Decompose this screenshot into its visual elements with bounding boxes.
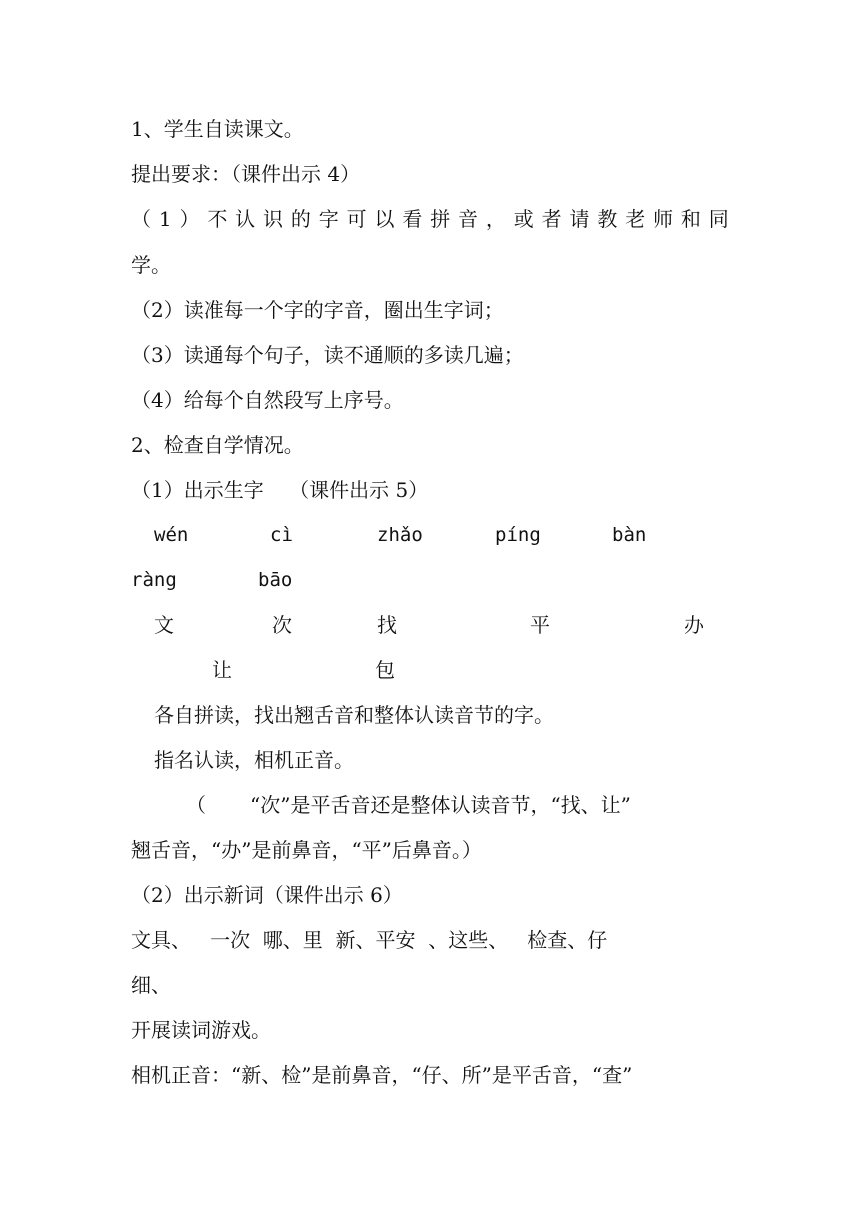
requirement-1-char: 教 bbox=[597, 207, 618, 231]
pinyin-ping: píng bbox=[495, 524, 541, 546]
requirement-1-char: 和 bbox=[680, 207, 701, 231]
requirements-intro: 提出要求：（课件出示 4） bbox=[131, 162, 361, 186]
requirement-1-char: 字 bbox=[318, 207, 339, 231]
char-wen: 文 bbox=[154, 613, 174, 637]
pinyin-ci: cì bbox=[270, 524, 293, 546]
requirement-1-char: 者 bbox=[541, 207, 562, 231]
requirement-1-char: 看 bbox=[402, 207, 423, 231]
correction-note: 相机正音：“新、检”是前鼻音，“仔、所”是平舌音，“查” bbox=[131, 1063, 633, 1087]
requirement-1-char: 可 bbox=[346, 207, 367, 231]
char-ci: 次 bbox=[272, 613, 292, 637]
show-new-words: （2）出示新词（课件出示 6） bbox=[131, 883, 403, 907]
requirement-1 bbox=[131, 205, 729, 233]
requirement-4: （4）给每个自然段写上序号。 bbox=[131, 388, 404, 412]
char-zhao: 找 bbox=[377, 613, 397, 637]
note-open-paren: （ bbox=[186, 793, 206, 817]
pinyin-zhao: zhǎo bbox=[377, 524, 423, 546]
heading-check-self-study: 2、检查自学情况。 bbox=[131, 433, 304, 457]
requirement-1-continued: 学。 bbox=[131, 253, 171, 277]
requirement-1-char: 请 bbox=[569, 207, 590, 231]
requirement-1-char: ， bbox=[485, 207, 506, 231]
requirement-1-char: 师 bbox=[653, 207, 674, 231]
char-bao: 包 bbox=[375, 658, 395, 682]
pronunciation-note: “次”是平舌音还是整体认读音节，“找、让” bbox=[250, 793, 631, 817]
requirement-1-char: 以 bbox=[374, 207, 395, 231]
char-ban: 办 bbox=[684, 613, 704, 637]
requirement-1-char: 识 bbox=[263, 207, 284, 231]
requirement-1-char: 或 bbox=[513, 207, 534, 231]
pinyin-bao: bāo bbox=[258, 569, 293, 591]
new-words-list: 文具、 一次 哪、里 新、平安 、这些、 检查、仔 bbox=[131, 928, 608, 952]
word-game: 开展读词游戏。 bbox=[131, 1018, 271, 1042]
requirement-1-char: 拼 bbox=[430, 207, 451, 231]
char-rang: 让 bbox=[212, 658, 232, 682]
requirement-1-char: ） bbox=[179, 207, 200, 231]
requirement-1-char: 认 bbox=[235, 207, 256, 231]
show-new-characters: （1）出示生字 （课件出示 5） bbox=[131, 478, 429, 502]
requirement-1-char: 老 bbox=[625, 207, 646, 231]
requirement-1-char: 不 bbox=[207, 207, 228, 231]
requirement-1-char: 的 bbox=[290, 207, 311, 231]
requirement-1-char: 同 bbox=[708, 207, 729, 231]
char-ping: 平 bbox=[530, 613, 550, 637]
instruction-spell-read: 各自拼读，找出翘舌音和整体认读音节的字。 bbox=[154, 703, 554, 727]
pinyin-ban: bàn bbox=[612, 524, 647, 546]
instruction-call-names: 指名认读，相机正音。 bbox=[154, 748, 354, 772]
requirement-3: （3）读通每个句子，读不通顺的多读几遍； bbox=[131, 343, 524, 367]
pinyin-wen: wén bbox=[154, 524, 189, 546]
new-words-list-continued: 细、 bbox=[131, 973, 171, 997]
pronunciation-note-continued: 翘舌音，“办”是前鼻音，“平”后鼻音。） bbox=[131, 838, 482, 862]
requirement-1-char: （ bbox=[131, 207, 151, 231]
requirement-1-char: 1 bbox=[158, 207, 172, 231]
pinyin-rang: ràng bbox=[131, 569, 177, 591]
requirement-1-char: 音 bbox=[458, 207, 479, 231]
requirement-2: （2）读准每一个字的字音，圈出生字词； bbox=[131, 298, 504, 322]
heading-self-reading: 1、学生自读课文。 bbox=[131, 117, 304, 141]
